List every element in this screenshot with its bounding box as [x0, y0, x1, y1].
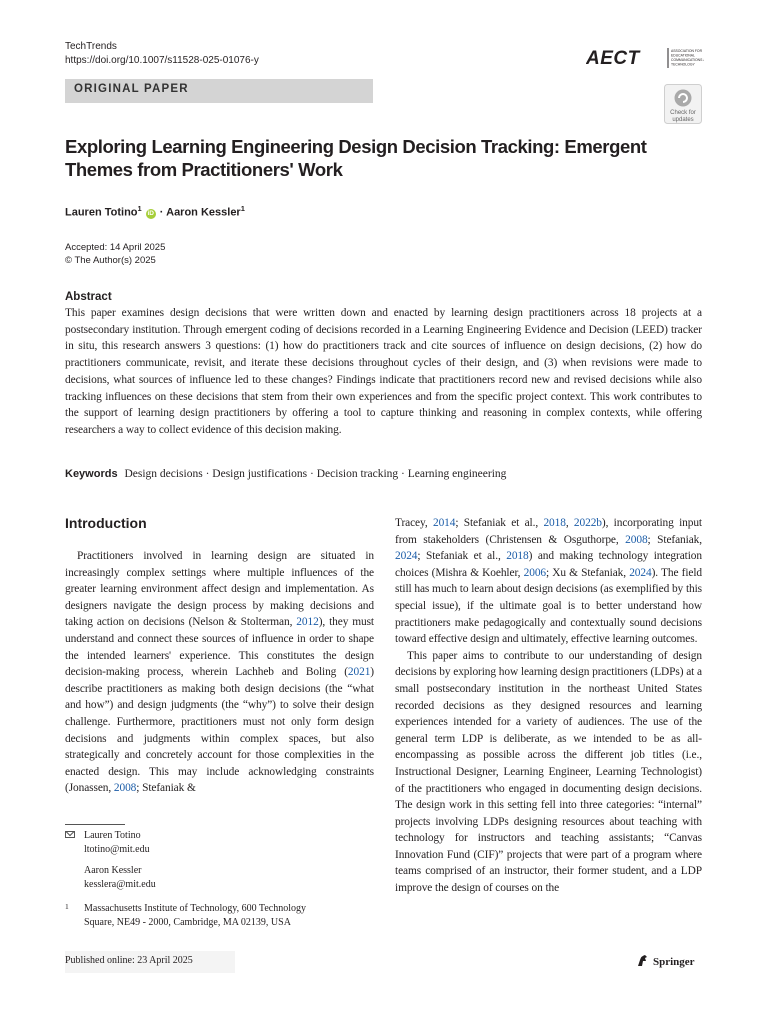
citation-link[interactable]: 2024	[629, 566, 652, 579]
contact-name: Aaron Kessler	[84, 865, 142, 876]
author-name[interactable]: Lauren Totino	[65, 206, 138, 219]
citation-link[interactable]: 2008	[113, 782, 137, 795]
aect-logo	[586, 46, 704, 70]
citation-link[interactable]: 2021	[347, 666, 371, 679]
citation-link[interactable]: 2022b	[573, 517, 602, 529]
footnote-divider	[65, 824, 125, 825]
citation-link[interactable]: 2008	[625, 533, 648, 546]
journal-name: TechTrends	[65, 41, 117, 52]
text-run: ; Xu & Stefaniak,	[546, 566, 630, 579]
paragraph: This paper aims to contribute to our understanding of design decisions by exploring how learning design practitioners (LDPs) at a small postsecondary institution in the northeast United States recorded decisions as they designed resources and learning experiences intended for a variety of audiences. The use of the general term LDP is deliberate, as we intended to be as all-encompassing as possible across the different job titles (i.e., Instructional Designer, Learning Engineer, Learning Technologist) of the practitioners who engaged in documenting design decisions. The design work in this setting fell into three categories: “internal” projects involving LDPs designing resources about teaching with technology for instructors and teaching assistants; “Canvas Innovation Fund (CIF)” projects that were part of a program where teams comprised of an instructor, their former student, and a LDP improve the design of courses on the	[395, 649, 702, 895]
text-run: ) and making technology integration choices (Mishra & Koehler,	[395, 550, 702, 579]
logo-wordmark: AECT	[586, 48, 640, 69]
text-run: ,	[565, 517, 574, 529]
mail-icon	[65, 831, 75, 838]
keywords-label: Keywords	[65, 468, 118, 480]
text-run: ). The field still has much to learn about design decisions (as exemplified by this special issue), if the ultimate goal is to better understand how practitioners make pedagogically and contextually sound decisions toward effective design and ultimately, effective learning outcomes.	[395, 566, 702, 646]
affiliation-line: Massachusetts Institute of Technology, 600 Technology	[84, 903, 306, 914]
text-column-right	[395, 515, 702, 897]
text-run: ; Stefaniak &	[136, 782, 196, 795]
text-run: ), they must understand and connect these sources of influence in order to shape the intended learners' experience. This constitutes the design decision-making process, wherein Lachheb and Boling (	[65, 616, 374, 679]
journal-header	[65, 40, 259, 68]
keywords-list: Design decisions · Design justifications · Decision tracking · Learning engineering	[124, 468, 507, 480]
updates-text: updates	[672, 117, 694, 123]
publisher-logo	[636, 954, 695, 968]
abstract-heading: Abstract	[65, 291, 112, 303]
springer-horse-icon	[636, 954, 650, 967]
author-separator: ·	[156, 206, 167, 219]
article-type-banner	[65, 79, 373, 103]
logo-tagline-3: COMMUNICATIONS &	[671, 58, 704, 62]
orcid-icon[interactable]: iD	[147, 209, 154, 217]
article-dates	[65, 241, 165, 267]
affiliation-block	[65, 902, 365, 929]
citation-link[interactable]: 2018	[543, 517, 566, 529]
logo-tagline-1: ASSOCIATION FOR	[671, 49, 703, 53]
author-line	[65, 204, 245, 219]
citation-link[interactable]: 2024	[395, 550, 418, 563]
text-run: ; Stefaniak et al.,	[417, 550, 507, 563]
paragraph	[395, 515, 702, 648]
author-name[interactable]: Aaron Kessler	[166, 206, 241, 219]
paper-title: Exploring Learning Engineering Design Decision Tracking: Emergent Themes from Practitioners' Work	[65, 136, 647, 180]
correspondence-footnote	[65, 829, 365, 929]
affiliation-line: Square, NE49 - 2000, Cambridge, MA 02139, USA	[84, 916, 291, 928]
update-circle-icon	[675, 90, 692, 107]
check-for-updates-badge[interactable]	[664, 84, 702, 124]
affiliation-number: 1	[65, 902, 69, 911]
keywords-line	[65, 468, 705, 480]
text-run: ), incorporating input from stakeholders (Christensen & Osguthorpe,	[395, 517, 703, 546]
copyright-line: © The Author(s) 2025	[65, 255, 156, 266]
text-run: ; Stefaniak,	[647, 533, 703, 546]
published-date: Published online: 23 April 2025	[65, 955, 193, 966]
text-run: ) describe practitioners as making both design decisions (the “what and how”) and design judgments (the “why”) to solve their design challenge. Furthermore, practitioners must not only form design decisions and judgments within complex spaces, but also strategically and concretely account for those complexities in the enacted design. This may include acknowledging constraints (Jonassen,	[65, 666, 374, 795]
contact-name: Lauren Totino	[84, 830, 141, 841]
affiliation-marker: 1	[137, 204, 142, 213]
article-type-label: ORIGINAL PAPER	[74, 83, 189, 95]
citation-link[interactable]: 2014	[432, 517, 456, 529]
citation-link[interactable]: 2012	[296, 616, 319, 629]
check-for-text: Check for	[670, 110, 696, 116]
citation-link[interactable]: 2006	[523, 566, 547, 579]
contact-email[interactable]: ltotino@mit.edu	[84, 843, 150, 855]
text-run: ; Stefaniak et al.,	[455, 517, 544, 529]
paragraph	[65, 548, 374, 797]
accepted-date: Accepted: 14 April 2025	[65, 242, 166, 253]
publisher-name: Springer	[653, 956, 695, 968]
text-run: Tracey,	[395, 517, 433, 529]
text-column-left	[65, 548, 374, 797]
abstract-text: This paper examines design decisions that were written down and enacted by learning design practitioners across 18 projects at a postsecondary institution. Through emergent coding of decisions recorded in a Learning Engineering Evidence and Decision (LEED) tracker in situ, this research answers 3 questions: (1) how do practitioners track and cite sources of influence on design decisions, (2) how do practitioners communicate, revisit, and iterate these decisions throughout cycles of their design, and (3) when revisions were made to decisions, what sources of influence led to these changes? Findings indicate that practitioners record new and revised decisions while also tracking influences on these decisions that stem from their own experiences and from the specific project context. This work contributes to the support of learning design practitioners by offering a tool to capture thinking and reasoning in complex contexts, while offering researchers a way to collect evidence of this decision making.	[65, 307, 702, 436]
corresponding-author-block	[65, 829, 365, 891]
doi-link[interactable]: https://doi.org/10.1007/s11528-025-01076-y	[65, 55, 259, 66]
citation-link[interactable]: 2018	[506, 550, 529, 563]
text-run: Practitioners involved in learning design are situated in increasingly complex settings where multiple influences of the greater learning environment affect design and implementation. As designers navigate the design process by making decisions and taking action on decisions (Nelson & Stolterman,	[65, 550, 374, 629]
logo-tagline-2: EDUCATIONAL	[671, 53, 695, 58]
logo-tagline-4: TECHNOLOGY	[671, 62, 695, 67]
section-heading-introduction: Introduction	[65, 515, 147, 531]
affiliation-marker: 1	[240, 204, 245, 213]
contact-email[interactable]: kesslera@mit.edu	[84, 878, 156, 890]
